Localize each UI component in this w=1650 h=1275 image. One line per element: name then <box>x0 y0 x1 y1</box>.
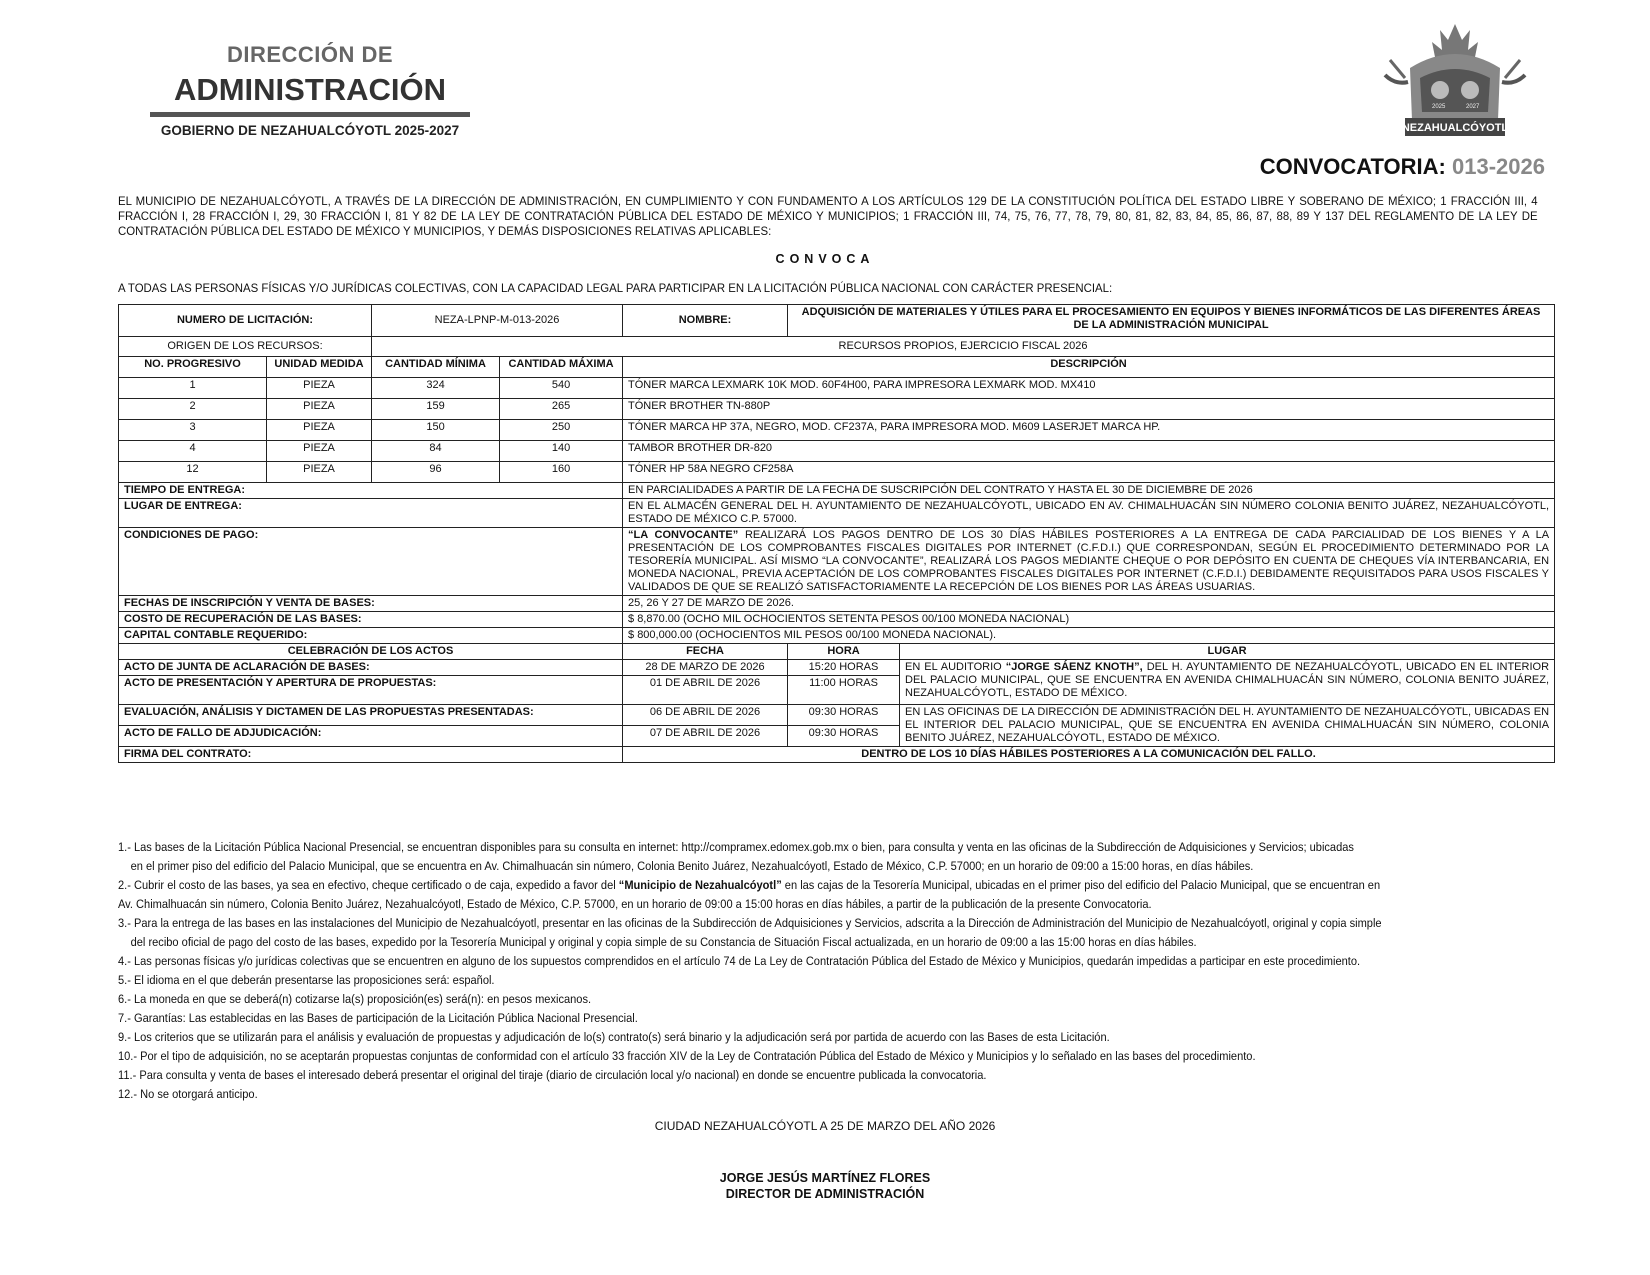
act-date: 28 DE MARZO DE 2026 <box>623 660 788 676</box>
item-max: 540 <box>500 378 623 399</box>
government-name: GOBIERNO DE NEZAHUALCÓYOTL 2025-2027 <box>160 123 460 138</box>
act-date: 01 DE ABRIL DE 2026 <box>623 676 788 705</box>
table-row <box>119 399 1555 420</box>
item-unit: PIEZA <box>267 420 372 441</box>
convocatoria-title <box>1260 154 1545 180</box>
item-min: 84 <box>372 441 500 462</box>
tender-number-value: NEZA-LPNP-M-013-2026 <box>372 305 623 337</box>
item-min: 150 <box>372 420 500 441</box>
item-description: TÓNER HP 58A NEGRO CF258A <box>623 462 1555 483</box>
signer-title: DIRECTOR DE ADMINISTRACIÓN <box>725 1187 925 1201</box>
act-time: 15:20 HORAS <box>788 660 900 676</box>
note-7: 7.- Garantías: Las establecidas en las Bases de participación de la Licitación Pública Nacional Presencial. <box>118 1011 638 1025</box>
col-progresivo: NO. PROGRESIVO <box>119 357 267 378</box>
tender-name-value: ADQUISICIÓN DE MATERIALES Y ÚTILES PARA EL PROCESAMIENTO EN EQUIPOS Y BIENES INFORMÁTICOS DE LAS DIFERENTES ÁREAS DE LA ADMINISTRACIÓN MUNICIPAL <box>788 305 1555 337</box>
bases-cost-label: COSTO DE RECUPERACIÓN DE LAS BASES: <box>119 612 623 628</box>
contract-signing-label: FIRMA DEL CONTRATO: <box>119 747 623 763</box>
item-max: 140 <box>500 441 623 462</box>
col-descripcion: DESCRIPCIÓN <box>623 357 1555 378</box>
intro-paragraph: EL MUNICIPIO DE NEZAHUALCÓYOTL, A TRAVÉS DE LA DIRECCIÓN DE ADMINISTRACIÓN, EN CUMPLIMIENTO Y CON FUNDAMENTO A LOS ARTÍCULOS 129 DE LA CONSTITUCIÓN POLÍTICA DEL ESTADO LIBRE Y SOBERANO DE MÉXICO; 1 FRACCIÓN III, 4 FRACCIÓN I, 28 FRACCIÓN I, 29, 30 FRACCIÓN I, 81 Y 82 DE LA LEY DE CONTRATACIÓN PÚBLICA DEL ESTADO DE MÉXICO Y MUNICIPIOS; 1 FRACCIÓN III, 74, 75, 76, 77, 78, 79, 80, 81, 82, 83, 84, 85, 86, 87, 88, 89 Y 137 DEL REGLAMENTO DE LA LEY DE CONTRATACIÓN PÚBLICA DEL ESTADO DE MÉXICO Y MUNICIPIOS, Y DEMÁS DISPOSICIONES RELATIVAS APLICABLES: <box>118 194 1538 238</box>
act-time: 11:00 HORAS <box>788 676 900 705</box>
audience-statement: A TODAS LAS PERSONAS FÍSICAS Y/O JURÍDICAS COLECTIVAS, CON LA CAPACIDAD LEGAL PARA PARTICIPAR EN LA LICITACIÓN PÚBLICA NACIONAL CON CARÁCTER PRESENCIAL: <box>118 281 1113 295</box>
item-no: 1 <box>119 378 267 399</box>
note-1-cont: en el primer piso del edificio del Palacio Municipal, que se encuentra en Av. Chimalhuacán sin número, Colonia Benito Juárez, Nezahualcóyotl, Estado de México, C.P. 57000; en un horario de 09:00 a 15:00 horas, en días hábiles. <box>130 859 1254 873</box>
note-11: 11.- Para consulta y venta de bases el interesado deberá presentar el original del tiraje (diario de circulación local y/o nacional) en donde se encuentre publicada la convocatoria. <box>118 1068 987 1082</box>
logo-text: NEZAHUALCÓYOTL <box>1401 122 1509 134</box>
capital-label: CAPITAL CONTABLE REQUERIDO: <box>119 628 623 644</box>
item-unit: PIEZA <box>267 378 372 399</box>
note-4: 4.- Las personas físicas y/o jurídicas colectivas que se encuentren en alguno de los supuestos comprendidos en el artículo 74 de La Ley de Contratación Pública del Estado de México y Municipios, quedarán impedidas a participar en este procedimiento. <box>118 954 1361 968</box>
convoca-heading: CONVOCA <box>775 252 875 266</box>
dept-line2: ADMINISTRACIÓN <box>173 72 447 107</box>
item-min: 96 <box>372 462 500 483</box>
note-3: 3.- Para la entrega de las bases en las instalaciones del Municipio de Nezahualcóyotl, presentar en las oficinas de la Subdirección de Adquisiciones y Servicios, adscrita a la Dirección de Administración del Municipio de Nezahualcóyotl, original y copia simple <box>118 916 1382 930</box>
col-minima: CANTIDAD MÍNIMA <box>372 357 500 378</box>
col-maxima: CANTIDAD MÁXIMA <box>500 357 623 378</box>
signature-block <box>0 1170 1650 1202</box>
note-1: 1.- Las bases de la Licitación Pública Nacional Presencial, se encuentran disponibles para su consulta en internet: http://compramex.edomex.gob.mx o bien, para consulta y venta en las oficinas de la Subdirección de Adquisiciones y Servicios; ubicadas <box>118 840 1354 854</box>
dept-line1: DIRECCIÓN DE <box>226 42 394 67</box>
delivery-time-value: EN PARCIALIDADES A PARTIR DE LA FECHA DE SUSCRIPCIÓN DEL CONTRATO Y HASTA EL 30 DE DICIEMBRE DE 2026 <box>623 483 1555 499</box>
item-max: 265 <box>500 399 623 420</box>
department-header <box>150 42 470 138</box>
contract-signing-value: DENTRO DE LOS 10 DÍAS HÁBILES POSTERIORES A LA COMUNICACIÓN DEL FALLO. <box>623 747 1555 763</box>
item-unit: PIEZA <box>267 441 372 462</box>
payment-conditions-value <box>623 528 1555 596</box>
table-row <box>119 705 1555 726</box>
note-9: 9.- Los criterios que se utilizarán para el análisis y evaluación de propuestas y adjudicación de lo(s) contrato(s) será binario y la adjudicación será por partida de acuerdo con las Bases de esta Licitación. <box>118 1030 1110 1044</box>
signer-name: JORGE JESÚS MARTÍNEZ FLORES <box>719 1171 931 1185</box>
col-acto: CELEBRACIÓN DE LOS ACTOS <box>119 644 623 660</box>
delivery-place-value: EN EL ALMACÉN GENERAL DEL H. AYUNTAMIENTO DE NEZAHUALCÓYOTL, UBICADO EN AV. CHIMALHUACÁN SIN NÚMERO COLONIA BENITO JUÁREZ, NEZAHUALCÓYOTL, ESTADO DE MÉXICO C.P. 57000. <box>623 499 1555 528</box>
item-min: 159 <box>372 399 500 420</box>
col-fecha: FECHA <box>623 644 788 660</box>
act-place-auditorio: EN EL AUDITORIO “JORGE SÁENZ KNOTH”, DEL H. AYUNTAMIENTO DE NEZAHUALCÓYOTL, UBICADO EN EL INTERIOR DEL PALACIO MUNICIPAL, QUE SE ENCUENTRA EN AVENIDA CHIMALHUACÁN SIN NÚMERO, COLONIA BENITO JUÁREZ, NEZAHUALCÓYOTL, ESTADO DE MÉXICO. <box>900 660 1555 705</box>
nezahualcoyotl-logo <box>1380 20 1530 145</box>
delivery-time-label: TIEMPO DE ENTREGA: <box>119 483 623 499</box>
delivery-place-label: LUGAR DE ENTREGA: <box>119 499 623 528</box>
item-description: TÓNER MARCA HP 37A, NEGRO, MOD. CF237A, PARA IMPRESORA MOD. M609 LASERJET MARCA HP. <box>623 420 1555 441</box>
tender-number-label: NUMERO DE LICITACIÓN: <box>119 305 372 337</box>
capital-value: $ 800,000.00 (OCHOCIENTOS MIL PESOS 00/100 MONEDA NACIONAL). <box>623 628 1555 644</box>
table-row <box>119 441 1555 462</box>
item-unit: PIEZA <box>267 399 372 420</box>
item-description: TÓNER MARCA LEXMARK 10K MOD. 60F4H00, PARA IMPRESORA LEXMARK MOD. MX410 <box>623 378 1555 399</box>
logo-year-left: 2025 <box>1432 104 1446 110</box>
table-row <box>119 420 1555 441</box>
tender-table <box>118 304 1555 763</box>
header-divider <box>150 112 470 117</box>
notes-list <box>118 838 1522 1104</box>
col-lugar: LUGAR <box>900 644 1555 660</box>
funding-origin-label: ORIGEN DE LOS RECURSOS: <box>119 337 372 357</box>
note-10: 10.- Por el tipo de adquisición, no se aceptarán propuestas conjuntas de conformidad con el artículo 33 fracción XIV de la Ley de Contratación Pública del Estado de México y Municipios y lo señalado en las bases del procedimiento. <box>118 1049 1256 1063</box>
payment-text: REALIZARÁ LOS PAGOS DENTRO DE LOS 30 DÍAS HÁBILES POSTERIORES A LA ENTREGA DE CADA PARCIALIDAD DE LOS BIENES Y A LA PRESENTACIÓN DE LOS COMPROBANTES FISCALES DIGITALES POR INTERNET (C.F.D.I.) QUE CORRESPONDAN, SEGÚN EL PROCEDIMIENTO DETERMINADO POR LA TESORERÍA MUNICIPAL. ASÍ MISMO “LA CONVOCANTE”, REALIZARÁ LOS PAGOS MEDIANTE CHEQUE O POR DEPÓSITO EN CUENTA DE CHEQUES VÍA INTERBANCARIA, EN MONEDA NACIONAL, PREVIA ACEPTACIÓN DE LOS COMPROBANTES FISCALES DIGITALES POR INTERNET (C.F.D.I.) DEBIDAMENTE REQUISITADOS PARA USOS FISCALES Y VALIDADOS DE QUE SE REALIZÓ SATISFACTORIAMENTE LA RECEPCIÓN DE LOS BIENES POR LAS ÁREAS USUARIAS. <box>628 529 1550 593</box>
act-name: EVALUACIÓN, ANÁLISIS Y DICTAMEN DE LAS PROPUESTAS PRESENTADAS: <box>119 705 623 726</box>
table-row <box>119 660 1555 676</box>
city-date: CIUDAD NEZAHUALCÓYOTL A 25 DE MARZO DEL AÑO 2026 <box>654 1119 996 1133</box>
act-time: 09:30 HORAS <box>788 726 900 747</box>
item-no: 4 <box>119 441 267 462</box>
act-name: ACTO DE JUNTA DE ACLARACIÓN DE BASES: <box>119 660 623 676</box>
item-min: 324 <box>372 378 500 399</box>
note-3-cont: del recibo oficial de pago del costo de las bases, expedido por la Tesorería Municipal y original y copia simple de su Constancia de Situación Fiscal actualizada, en un horario de 09:00 a las 15:00 horas en días hábiles. <box>130 935 1197 949</box>
payment-conditions-label: CONDICIONES DE PAGO: <box>119 528 623 596</box>
item-no: 2 <box>119 399 267 420</box>
table-row <box>119 378 1555 399</box>
item-max: 160 <box>500 462 623 483</box>
col-unidad: UNIDAD MEDIDA <box>267 357 372 378</box>
act-name: ACTO DE PRESENTACIÓN Y APERTURA DE PROPUESTAS: <box>119 676 623 705</box>
registration-dates-value: 25, 26 Y 27 DE MARZO DE 2026. <box>623 596 1555 612</box>
convocatoria-number: 013-2026 <box>1452 154 1545 179</box>
bases-cost-value: $ 8,870.00 (OCHO MIL OCHOCIENTOS SETENTA PESOS 00/100 MONEDA NACIONAL) <box>623 612 1555 628</box>
note-12: 12.- No se otorgará anticipo. <box>118 1087 258 1101</box>
act-place-oficinas: EN LAS OFICINAS DE LA DIRECCIÓN DE ADMINISTRACIÓN DEL H. AYUNTAMIENTO DE NEZAHUALCÓYOTL, UBICADAS EN EL INTERIOR DEL PALACIO MUNICIPAL, QUE SE ENCUENTRA EN AVENIDA CHIMALHUACÁN SIN NÚMERO, COLONIA BENITO JUÁREZ, NEZAHUALCÓYOTL, ESTADO DE MÉXICO. <box>900 705 1555 747</box>
item-no: 12 <box>119 462 267 483</box>
tender-name-label: NOMBRE: <box>623 305 788 337</box>
note-2-cont: Av. Chimalhuacán sin número, Colonia Benito Juárez, Nezahualcóyotl, Estado de México, C.P. 57000, en un horario de 09:00 a 15:00 horas en días hábiles, a partir de la publicación de la presente Convocatoria. <box>118 897 1152 911</box>
registration-dates-label: FECHAS DE INSCRIPCIÓN Y VENTA DE BASES: <box>119 596 623 612</box>
logo-year-right: 2027 <box>1466 104 1480 110</box>
item-unit: PIEZA <box>267 462 372 483</box>
item-no: 3 <box>119 420 267 441</box>
convocatoria-label: CONVOCATORIA: <box>1259 154 1446 179</box>
item-max: 250 <box>500 420 623 441</box>
item-description: TAMBOR BROTHER DR-820 <box>623 441 1555 462</box>
note-6: 6.- La moneda en que se deberá(n) cotizarse la(s) proposición(es) será(n): en pesos mexicanos. <box>118 992 592 1006</box>
act-time: 09:30 HORAS <box>788 705 900 726</box>
act-name: ACTO DE FALLO DE ADJUDICACIÓN: <box>119 726 623 747</box>
act-date: 06 DE ABRIL DE 2026 <box>623 705 788 726</box>
note-5: 5.- El idioma en el que deberán presentarse las proposiciones será: español. <box>118 973 495 987</box>
act-date: 07 DE ABRIL DE 2026 <box>623 726 788 747</box>
note-2: 2.- Cubrir el costo de las bases, ya sea en efectivo, cheque certificado o de caja, expedido a favor del “Municipio de Nezahualcóyotl” en las cajas de la Tesorería Municipal, ubicadas en el primer piso del edificio del Palacio Municipal, que se encuentran en <box>118 878 1381 892</box>
col-hora: HORA <box>788 644 900 660</box>
payment-convocante: “LA CONVOCANTE” <box>628 529 739 541</box>
table-row <box>119 462 1555 483</box>
funding-origin-value: RECURSOS PROPIOS, EJERCICIO FISCAL 2026 <box>372 337 1555 357</box>
item-description: TÓNER BROTHER TN-880P <box>623 399 1555 420</box>
